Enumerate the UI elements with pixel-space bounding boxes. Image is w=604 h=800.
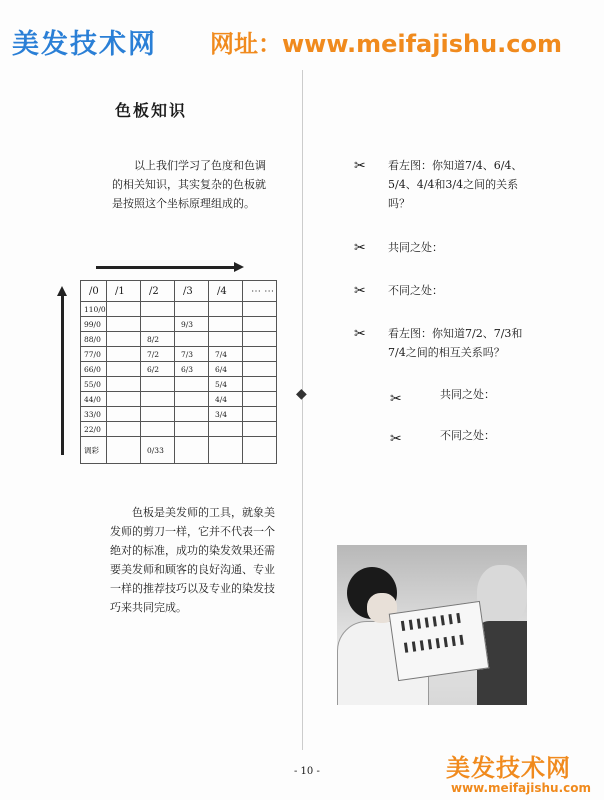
table-cell xyxy=(175,392,209,407)
scissors-icon: ✂ xyxy=(390,431,402,447)
scissors-icon: ✂ xyxy=(354,158,366,174)
question-1-diff: 不同之处： xyxy=(388,284,443,297)
scissors-icon: ✂ xyxy=(354,326,366,342)
table-cell xyxy=(141,407,175,422)
column-header: /1 xyxy=(107,281,141,302)
column-header: /2 xyxy=(141,281,175,302)
table-cell xyxy=(209,437,243,464)
scissors-icon: ✂ xyxy=(354,240,366,256)
table-row xyxy=(81,377,277,392)
table-cell xyxy=(107,317,141,332)
table-row xyxy=(81,302,277,317)
table-cell xyxy=(175,377,209,392)
arrow-right-icon xyxy=(96,266,236,269)
page-number: - 10 - xyxy=(294,766,320,777)
row-header-cell: 22/0 xyxy=(81,422,107,437)
table-cell xyxy=(107,407,141,422)
divider-ornament-icon: ◆ xyxy=(296,386,307,402)
table-row xyxy=(81,407,277,422)
table-cell xyxy=(175,302,209,317)
table-cell: 6/2 xyxy=(141,362,175,377)
table-cell: 6/3 xyxy=(175,362,209,377)
table-cell xyxy=(175,422,209,437)
table-cell xyxy=(107,392,141,407)
table-cell: 7/2 xyxy=(141,347,175,362)
row-header-cell: 77/0 xyxy=(81,347,107,362)
table-cell xyxy=(243,437,277,464)
table-cell xyxy=(209,332,243,347)
table-cell xyxy=(141,377,175,392)
scissors-icon: ✂ xyxy=(390,391,402,407)
table-cell xyxy=(243,377,277,392)
column-header: /0 xyxy=(81,281,107,302)
table-cell xyxy=(243,392,277,407)
table-cell: 5/4 xyxy=(209,377,243,392)
table-cell: 7/3 xyxy=(175,347,209,362)
row-header-cell: 44/0 xyxy=(81,392,107,407)
table-cell: 3/4 xyxy=(209,407,243,422)
question-2-diff: 不同之处： xyxy=(440,429,495,442)
column-header: ⋯ ⋯ xyxy=(243,281,277,302)
table-cell: 8/2 xyxy=(141,332,175,347)
question-1: 看左图：你知道7/4、6/4、5/4、4/4和3/4之间的关系吗？ xyxy=(388,159,523,210)
swatch-board xyxy=(389,601,490,681)
intro-paragraph: 以上我们学习了色度和色调的相关知识，其实复杂的色板就是按照这个坐标原理组成的。 xyxy=(112,159,266,210)
table-cell xyxy=(107,437,141,464)
column-divider xyxy=(302,70,303,750)
watermark-url[interactable]: www.meifajishu.com xyxy=(451,781,591,795)
table-cell xyxy=(243,362,277,377)
table-cell xyxy=(209,317,243,332)
table-cell: 6/4 xyxy=(209,362,243,377)
row-header-cell: 110/0 xyxy=(81,302,107,317)
table-cell xyxy=(209,302,243,317)
table-cell xyxy=(107,377,141,392)
table-cell xyxy=(243,317,277,332)
table-cell xyxy=(243,407,277,422)
table-row xyxy=(81,437,277,464)
table-cell: 7/4 xyxy=(209,347,243,362)
question-1-common: 共同之处： xyxy=(388,241,443,254)
scissors-icon: ✂ xyxy=(354,283,366,299)
table-row xyxy=(81,347,277,362)
table-cell xyxy=(141,422,175,437)
row-header-cell: 99/0 xyxy=(81,317,107,332)
table-cell xyxy=(175,437,209,464)
table-cell xyxy=(107,302,141,317)
table-cell xyxy=(243,422,277,437)
table-cell: 4/4 xyxy=(209,392,243,407)
client-figure xyxy=(477,565,527,625)
table-cell xyxy=(107,347,141,362)
table-cell xyxy=(107,332,141,347)
table-row xyxy=(81,317,277,332)
row-header-cell: 66/0 xyxy=(81,362,107,377)
table-cell xyxy=(141,302,175,317)
arrow-up-icon xyxy=(61,295,64,455)
column-header: /4 xyxy=(209,281,243,302)
color-chart-table xyxy=(80,280,277,464)
table-row xyxy=(81,422,277,437)
column-header: /3 xyxy=(175,281,209,302)
consultation-photo xyxy=(337,545,527,705)
question-2-common: 共同之处： xyxy=(440,388,495,401)
table-cell xyxy=(107,362,141,377)
table-cell xyxy=(243,302,277,317)
table-cell xyxy=(141,392,175,407)
row-header-cell: 调彩 xyxy=(81,437,107,464)
row-header-cell: 88/0 xyxy=(81,332,107,347)
header-banner xyxy=(8,22,598,58)
row-header-cell: 33/0 xyxy=(81,407,107,422)
watermark-brand: 美发技术网 xyxy=(446,754,571,782)
table-cell: 0/33 xyxy=(141,437,175,464)
table-cell xyxy=(209,422,243,437)
table-row xyxy=(81,392,277,407)
table-cell xyxy=(141,317,175,332)
table-cell xyxy=(175,332,209,347)
table-row xyxy=(81,332,277,347)
site-brand: 美发技术网 xyxy=(12,29,157,60)
table-header-row xyxy=(81,281,277,302)
table-cell xyxy=(243,332,277,347)
site-url[interactable]: 网址：www.meifajishu.com xyxy=(210,30,562,58)
row-header-cell: 55/0 xyxy=(81,377,107,392)
table-cell xyxy=(107,422,141,437)
section-title: 色板知识 xyxy=(115,101,188,120)
tool-paragraph: 色板是美发师的工具，就象美发师的剪刀一样，它并不代表一个绝对的标准，成功的染发效果还需要美发师和顾客的良好沟通、专业一样的推荐技巧以及专业的染发技巧来共同完成。 xyxy=(110,506,275,614)
table-row xyxy=(81,362,277,377)
table-cell: 9/3 xyxy=(175,317,209,332)
table-cell xyxy=(175,407,209,422)
table-cell xyxy=(243,347,277,362)
question-2: 看左图：你知道7/2、7/3和7/4之间的相互关系吗？ xyxy=(388,327,523,359)
